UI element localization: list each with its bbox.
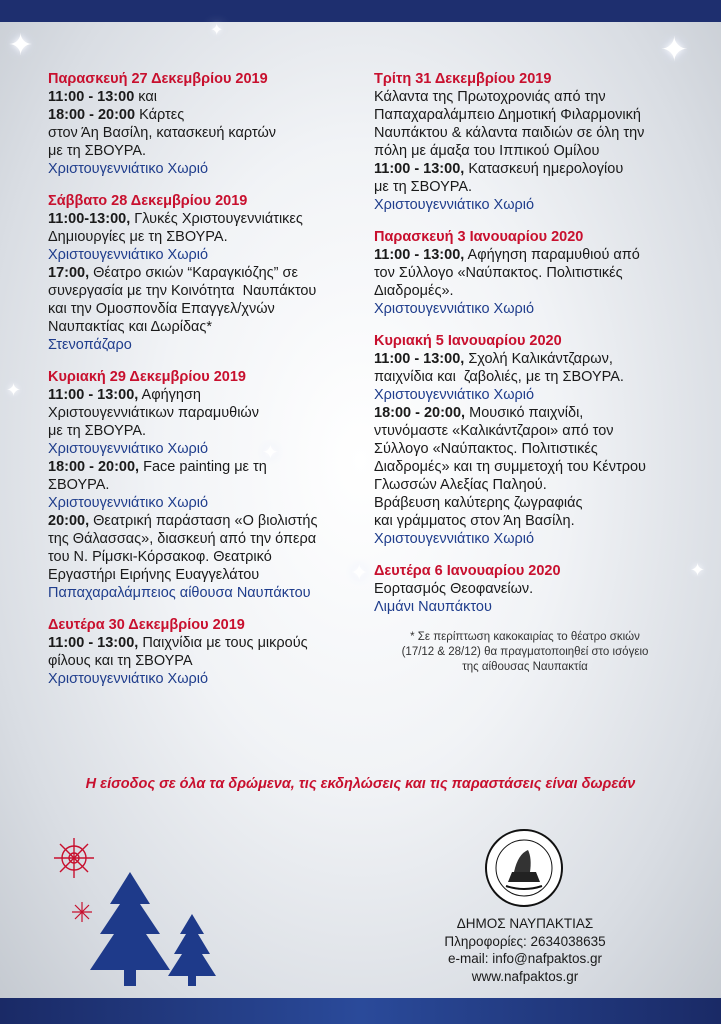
event-location: Χριστουγεννιάτικο Χωριό <box>48 441 209 457</box>
tree-small-icon <box>168 914 216 986</box>
event-line <box>48 458 348 476</box>
event-text: Αφήγηση <box>138 387 201 403</box>
event-line <box>48 512 348 530</box>
event-text: τον Σύλλογο «Ναύπακτος. Πολιτιστικές <box>374 265 623 281</box>
right-column <box>374 70 674 675</box>
event-location: Χριστουγεννιάτικο Χωριό <box>374 531 535 547</box>
event-text: Θέατρο σκιών “Καραγκιόζης” σε <box>89 265 298 281</box>
event-block <box>48 368 348 602</box>
event-time: 18:00 - 20:00 <box>48 107 136 123</box>
event-time: 11:00 - 13:00, <box>48 387 139 403</box>
event-text: Κάλαντα της Πρωτοχρονιάς από την <box>374 89 606 105</box>
sparkle-icon: ✦ <box>690 560 706 580</box>
event-text: της Θάλασσας», διασκευή από την όπερα <box>48 531 317 547</box>
sparkle-icon: ✦ <box>8 29 34 62</box>
event-time: 11:00 - 13:00, <box>374 247 465 263</box>
event-text: Διαδρομές». <box>374 283 454 299</box>
event-text: ΣΒΟΥΡΑ. <box>48 477 110 493</box>
event-text: και την Ομοσπονδία Επαγγελ/χνών <box>48 301 275 317</box>
event-text: Χριστουγεννιάτικων παραμυθιών <box>48 405 260 421</box>
event-text: Θεατρική παράσταση «Ο βιολιστής <box>89 513 318 529</box>
event-date: Κυριακή 29 Δεκεμβρίου 2019 <box>48 369 246 385</box>
bottom-banner <box>0 998 721 1024</box>
event-text: και γράμματος στον Άη Βασίλη. <box>374 513 575 529</box>
event-text: Γλωσσών Αλεξίας Παληού. <box>374 477 547 493</box>
footnote-line: * Σε περίπτωση κακοκαιρίας το θέατρο σκιών <box>410 631 640 643</box>
event-time: 11:00 - 13:00, <box>374 351 465 367</box>
event-line <box>48 476 348 494</box>
footnote-line: (17/12 & 28/12) θα πραγματοποιηθεί στο ισόγειο <box>401 646 649 658</box>
event-line <box>374 440 674 458</box>
event-line <box>48 124 348 142</box>
snowflake-small-icon <box>72 902 92 922</box>
event-text: Αφήγηση παραμυθιού από <box>464 247 640 263</box>
organizer-info <box>430 915 620 985</box>
event-text: Κάρτες <box>135 107 185 123</box>
event-line <box>48 264 348 282</box>
event-text: Ναυπάκτου & κάλαντα παιδιών σε όλη την <box>374 125 645 141</box>
event-text: στον Άη Βασίλη, κατασκευή καρτών <box>48 125 277 141</box>
event-date: Δευτέρα 30 Δεκεμβρίου 2019 <box>48 617 245 633</box>
event-block <box>48 616 348 688</box>
event-line <box>48 386 348 404</box>
event-line <box>374 88 674 106</box>
event-line <box>374 350 674 368</box>
event-text: Σύλλογο «Ναύπακτος. Πολιτιστικές <box>374 441 598 457</box>
event-line <box>374 142 674 160</box>
event-location: Χριστουγεννιάτικο Χωριό <box>374 387 535 403</box>
event-line <box>48 88 348 106</box>
event-line <box>48 548 348 566</box>
event-block <box>374 228 674 318</box>
event-text: Παπαχαραλάμπειο Δημοτική Φιλαρμονική <box>374 107 641 123</box>
event-line <box>374 422 674 440</box>
event-line <box>48 282 348 300</box>
event-text: Ναυπακτίας και Δωρίδας* <box>48 319 213 335</box>
event-time: 20:00, <box>48 513 90 529</box>
event-line <box>48 404 348 422</box>
event-date: Τρίτη 31 Δεκεμβρίου 2019 <box>374 71 552 87</box>
event-text: συνεργασία με την Κοινότητα Ναυπάκτου <box>48 283 317 299</box>
organizer-name: ΔΗΜΟΣ ΝΑΥΠΑΚΤΙΑΣ <box>456 916 594 931</box>
sparkle-icon: ✦ <box>6 380 22 400</box>
event-line <box>374 512 674 530</box>
top-banner <box>0 0 721 22</box>
event-location: Χριστουγεννιάτικο Χωριό <box>48 247 209 263</box>
event-text: με τη ΣΒΟΥΡΑ. <box>48 143 147 159</box>
free-entry-notice: Η είσοδος σε όλα τα δρώμενα, τις εκδηλώσεις και τις παραστάσεις είναι δωρεάν <box>85 776 636 792</box>
event-time: 18:00 - 20:00, <box>48 459 140 475</box>
event-text: Κατασκευή ημερολογίου <box>464 161 624 177</box>
event-line <box>374 580 674 598</box>
event-line <box>374 458 674 476</box>
event-line <box>48 422 348 440</box>
event-line <box>374 106 674 124</box>
event-time: 17:00, <box>48 265 90 281</box>
event-date: Σάββατο 28 Δεκεμβρίου 2019 <box>48 193 248 209</box>
event-line <box>48 652 348 670</box>
event-text: Παιχνίδια με τους μικρούς <box>138 635 308 651</box>
event-location: Παπαχαραλάμπειος αίθουσα Ναυπάκτου <box>48 585 311 601</box>
event-line <box>48 210 348 228</box>
event-location: Στενοπάζαρο <box>48 337 132 353</box>
event-line <box>374 404 674 422</box>
event-block <box>374 332 674 548</box>
event-location: Χριστουγεννιάτικο Χωριό <box>48 161 209 177</box>
event-time: 11:00-13:00, <box>48 211 131 227</box>
event-text: Εργαστήρι Ειρήνης Ευαγγελάτου <box>48 567 260 583</box>
event-line <box>48 228 348 246</box>
event-date: Κυριακή 5 Ιανουαρίου 2020 <box>374 333 562 349</box>
event-line <box>374 494 674 512</box>
event-line <box>374 264 674 282</box>
event-line <box>48 106 348 124</box>
event-time: 11:00 - 13:00, <box>48 635 139 651</box>
christmas-trees-decoration <box>40 830 240 1000</box>
event-text: και <box>134 89 161 105</box>
event-text: με τη ΣΒΟΥΡΑ. <box>374 179 473 195</box>
event-block <box>48 192 348 354</box>
event-block <box>374 562 674 616</box>
event-text: Δημιουργίες με τη ΣΒΟΥΡΑ. <box>48 229 228 245</box>
event-location: Χριστουγεννιάτικο Χωριό <box>48 671 209 687</box>
event-text: Μουσικό παιχνίδι, <box>465 405 584 421</box>
event-location: Λιμάνι Ναυπάκτου <box>374 599 492 615</box>
event-text: ντυνόμαστε «Καλικάντζαροι» από τον <box>374 423 614 439</box>
event-time: 11:00 - 13:00, <box>374 161 465 177</box>
tree-large-icon <box>90 872 170 986</box>
sparkle-icon: ✦ <box>262 442 279 464</box>
sparkle-icon: ✦ <box>660 31 689 69</box>
footnote <box>374 630 674 675</box>
snowflake-icon <box>54 838 94 878</box>
event-text: πόλη με άμαξα του Ιππικού Ομίλου <box>374 143 600 159</box>
event-line <box>48 318 348 336</box>
event-line <box>48 142 348 160</box>
municipality-logo <box>484 828 564 908</box>
organizer-website[interactable]: www.nafpaktos.gr <box>471 968 579 984</box>
event-text: Γλυκές Χριστουγεννιάτικες <box>130 211 303 227</box>
event-text: Εορτασμός Θεοφανείων. <box>374 581 534 597</box>
event-text: Σχολή Καλικάντζαρων, <box>464 351 613 367</box>
event-line <box>374 282 674 300</box>
left-column <box>48 70 348 702</box>
event-date: Δευτέρα 6 Ιανουαρίου 2020 <box>374 563 561 579</box>
organizer-phone: Πληροφορίες: 2634038635 <box>444 933 606 949</box>
event-text: φίλους και τη ΣΒΟΥΡΑ <box>48 653 193 669</box>
event-location: Χριστουγεννιάτικο Χωριό <box>374 197 535 213</box>
sparkle-icon: ✦ <box>350 560 369 585</box>
event-line <box>374 160 674 178</box>
event-location: Χριστουγεννιάτικο Χωριό <box>374 301 535 317</box>
event-text: του Ν. Ρίμσκι-Κόρσακοφ. Θεατρικό <box>48 549 272 565</box>
event-line <box>374 246 674 264</box>
event-time: 11:00 - 13:00 <box>48 89 135 105</box>
event-line <box>374 476 674 494</box>
event-time: 18:00 - 20:00, <box>374 405 466 421</box>
event-line <box>48 566 348 584</box>
event-text: Face painting με τη <box>139 459 267 475</box>
sparkle-icon: ✦ <box>210 22 224 39</box>
event-text: Βράβευση καλύτερης ζωγραφιάς <box>374 495 583 511</box>
event-line <box>48 530 348 548</box>
event-text: με τη ΣΒΟΥΡΑ. <box>48 423 147 439</box>
event-text: Διαδρομές» και τη συμμετοχή του Κέντρου <box>374 459 646 475</box>
event-line <box>374 124 674 142</box>
event-line <box>48 300 348 318</box>
event-line <box>48 634 348 652</box>
event-date: Παρασκευή 27 Δεκεμβρίου 2019 <box>48 71 268 87</box>
event-line <box>374 368 674 386</box>
event-text: παιχνίδια και ζαβολιές, με τη ΣΒΟΥΡΑ. <box>374 369 624 385</box>
organizer-email[interactable]: e-mail: info@nafpaktos.gr <box>447 951 603 966</box>
event-date: Παρασκευή 3 Ιανουαρίου 2020 <box>374 229 584 245</box>
event-block <box>48 70 348 178</box>
event-line <box>374 178 674 196</box>
event-location: Χριστουγεννιάτικο Χωριό <box>48 495 209 511</box>
event-block <box>374 70 674 214</box>
footnote-line: της αίθουσας Ναυπακτία <box>462 661 588 673</box>
